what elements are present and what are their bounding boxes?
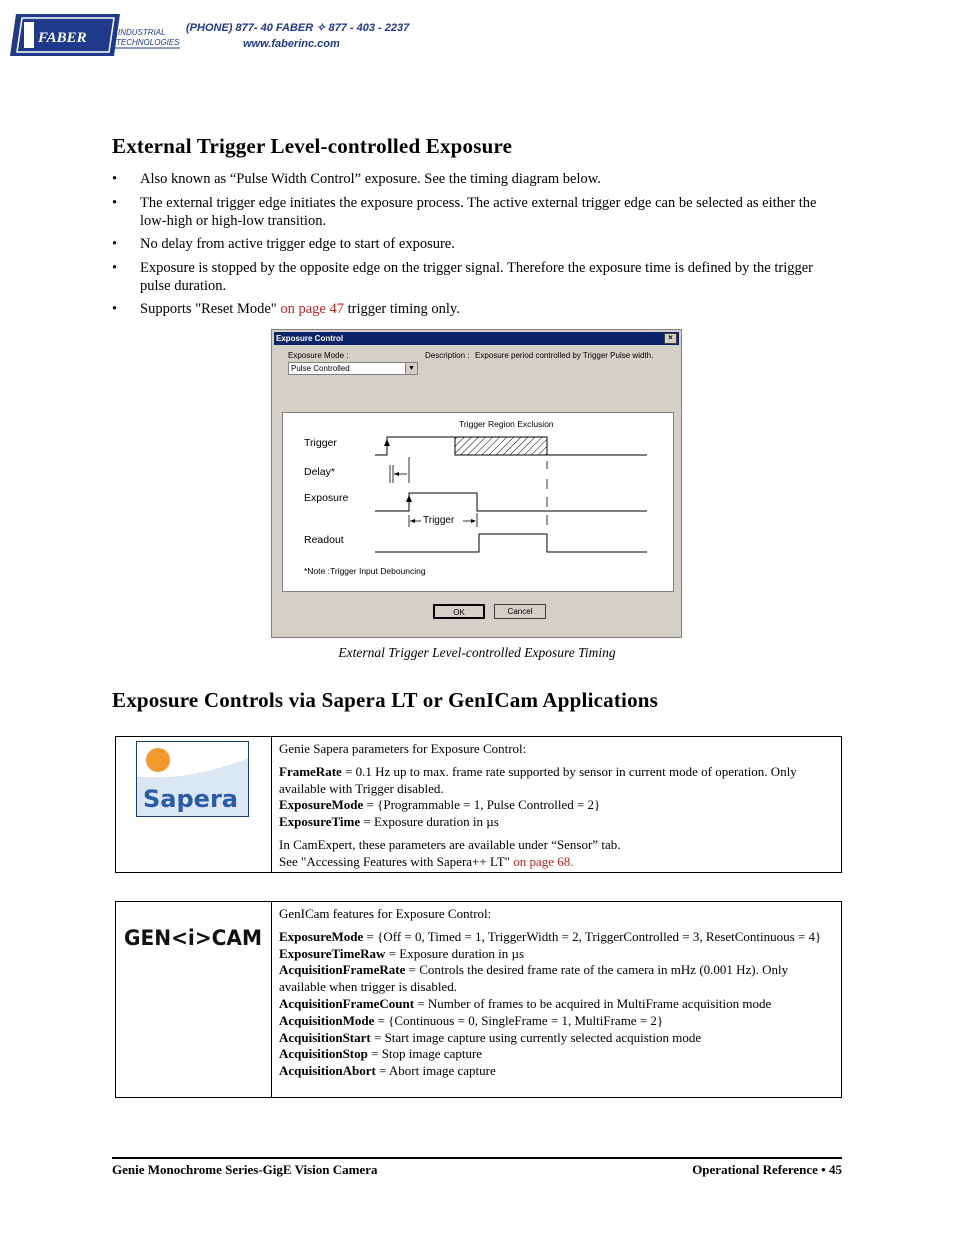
- chevron-down-icon[interactable]: ▼: [405, 363, 417, 374]
- list-item: AcquisitionStop = Stop image capture: [279, 1046, 483, 1062]
- faber-logo: [10, 12, 182, 58]
- exposure-mode-select[interactable]: Pulse Controlled ▼: [288, 362, 418, 375]
- exclusion-label: Trigger Region Exclusion: [459, 419, 554, 429]
- page-ref-link[interactable]: on page 68.: [509, 853, 574, 869]
- list-item: AcquisitionFrameRate = Controls the desired frame rate of the camera in mHz (0.001 Hz). Only available when trigger is disabled.: [279, 962, 789, 995]
- sapera-logo-cell: [116, 737, 272, 872]
- logo-sub2: TECHNOLOGIES: [116, 38, 180, 47]
- list-item: ExposureMode = {Off = 0, Timed = 1, TriggerWidth = 2, TriggerControlled = 3, ResetContinuous = 4}: [279, 928, 822, 944]
- header-website[interactable]: www.faberinc.com: [243, 38, 340, 50]
- signal-label-readout: Readout: [304, 534, 344, 546]
- section-title-exposure-controls: Exposure Controls via Sapera LT or GenICam Applications: [112, 688, 659, 712]
- list-item: FrameRate = 0.1 Hz up to max. frame rate supported by sensor in current mode of operation. Only available with Trigger disabled.: [279, 763, 797, 796]
- figure-caption: External Trigger Level-controlled Exposure Timing: [338, 645, 616, 660]
- list-item: AcquisitionMode = {Continuous = 0, SingleFrame = 1, MultiFrame = 2}: [279, 1012, 664, 1028]
- sapera-table: [115, 736, 842, 873]
- genicam-wordmark: GEN<i>CAM: [124, 926, 262, 950]
- genicam-text: GenICam features for Exposure Control: ExposureMode = {Off = 0, Timed = 1, TriggerWidth = 2, TriggerControlled = 3, ResetContinuous = 4} ExposureTimeRaw = Exposure duration in µs AcquisitionFrameRate = Controls the desired frame rate of the camera in mHz (0.001 Hz). Only available when trigger is disabled. AcquisitionFrameCount = Number of frames to be acquired in MultiFrame acquisition mode AcquisitionMode = {Continuous = 0, SingleFrame = 1, MultiFrame = 2} AcquisitionStart = Start image capture using currently selected acquistion mode AcquisitionStop = Stop image capture AcquisitionAbort = Abort image capture: [279, 906, 835, 1080]
- reset-mode-link[interactable]: "Reset Mode": [195, 301, 277, 317]
- description-value: Exposure period controlled by Trigger Pulse width.: [475, 351, 654, 360]
- ok-button[interactable]: OK: [433, 604, 485, 619]
- signal-label-trigger: Trigger: [304, 437, 337, 449]
- close-icon[interactable]: ×: [664, 333, 677, 344]
- header-phone: (PHONE) 877- 40 FABER ✧ 877 - 403 - 2237: [186, 22, 410, 34]
- sapera-logo: [136, 741, 250, 818]
- exposure-control-dialog: [271, 329, 682, 638]
- sapera-wordmark: Sapera: [143, 785, 238, 813]
- timing-waveforms: [283, 413, 673, 591]
- genicam-table: [115, 901, 842, 1098]
- list-item: ExposureTimeRaw = Exposure duration in µs: [279, 945, 525, 961]
- debounce-note: *Note :Trigger Input Debouncing: [304, 566, 426, 576]
- genicam-logo-cell: [116, 902, 272, 1097]
- logo-wordmark: FABER: [38, 30, 87, 46]
- dialog-title-bar: [274, 332, 679, 345]
- list-item: • Exposure is stopped by the opposite edge on the trigger signal. Therefore the exposure time is defined by the trigger pulse duration.: [112, 259, 813, 294]
- timing-diagram: [282, 412, 674, 592]
- list-item: ExposureMode = {Programmable = 1, Pulse Controlled = 2}: [279, 797, 601, 813]
- footer-page: Operational Reference • 45: [692, 1162, 842, 1177]
- exposure-mode-label: Exposure Mode :: [288, 351, 349, 360]
- signal-label-exposure: Exposure: [304, 492, 349, 504]
- list-item: AcquisitionFrameCount = Number of frames to be acquired in MultiFrame acquisition mode: [279, 995, 772, 1011]
- cancel-button[interactable]: Cancel: [494, 604, 546, 619]
- footer-title: Genie Monochrome Series-GigE Vision Camera: [112, 1162, 378, 1177]
- bullet-list: [112, 170, 832, 324]
- list-item: • The external trigger edge initiates the exposure process. The active external trigger edge can be selected as either the low-high or high-low transition.: [112, 194, 817, 229]
- page-ref-link[interactable]: on page 47: [276, 301, 344, 317]
- signal-label-delay: Delay*: [304, 466, 335, 478]
- sapera-text: Genie Sapera parameters for Exposure Control: FrameRate = 0.1 Hz up to max. frame rate supported by sensor in current mode of operation. Only available with Trigger disabled. ExposureMode = {Programmable = 1, Pulse Controlled = 2} ExposureTime = Exposure duration in µs In CamExpert, these parameters are available under “Sensor” tab. See "Accessing Features with Sapera++ LT" on page 68.: [279, 741, 835, 871]
- list-item: • Supports "Reset Mode" on page 47 trigger timing only.: [112, 301, 460, 317]
- list-item: AcquisitionAbort = Abort image capture: [279, 1063, 496, 1079]
- trigger-span-label: Trigger: [423, 515, 455, 526]
- list-item: • Also known as “Pulse Width Control” exposure. See the timing diagram below.: [112, 171, 601, 187]
- description-label: Description :: [425, 351, 470, 360]
- genicam-logo: [124, 922, 266, 952]
- logo-sub1: INDUSTRIAL: [118, 28, 166, 37]
- section-title-external-trigger: External Trigger Level-controlled Exposure: [112, 134, 513, 158]
- list-item: ExposureTime = Exposure duration in µs: [279, 814, 499, 830]
- footer-divider: [112, 1157, 842, 1159]
- faber-logo-graphic: [10, 12, 182, 58]
- dialog-title: Exposure Control: [276, 334, 344, 343]
- list-item: • No delay from active trigger edge to start of exposure.: [112, 236, 455, 252]
- list-item: AcquisitionStart = Start image capture using currently selected acquistion mode: [279, 1029, 702, 1045]
- sapera-features-link[interactable]: "Accessing Features with Sapera++ LT": [301, 853, 510, 869]
